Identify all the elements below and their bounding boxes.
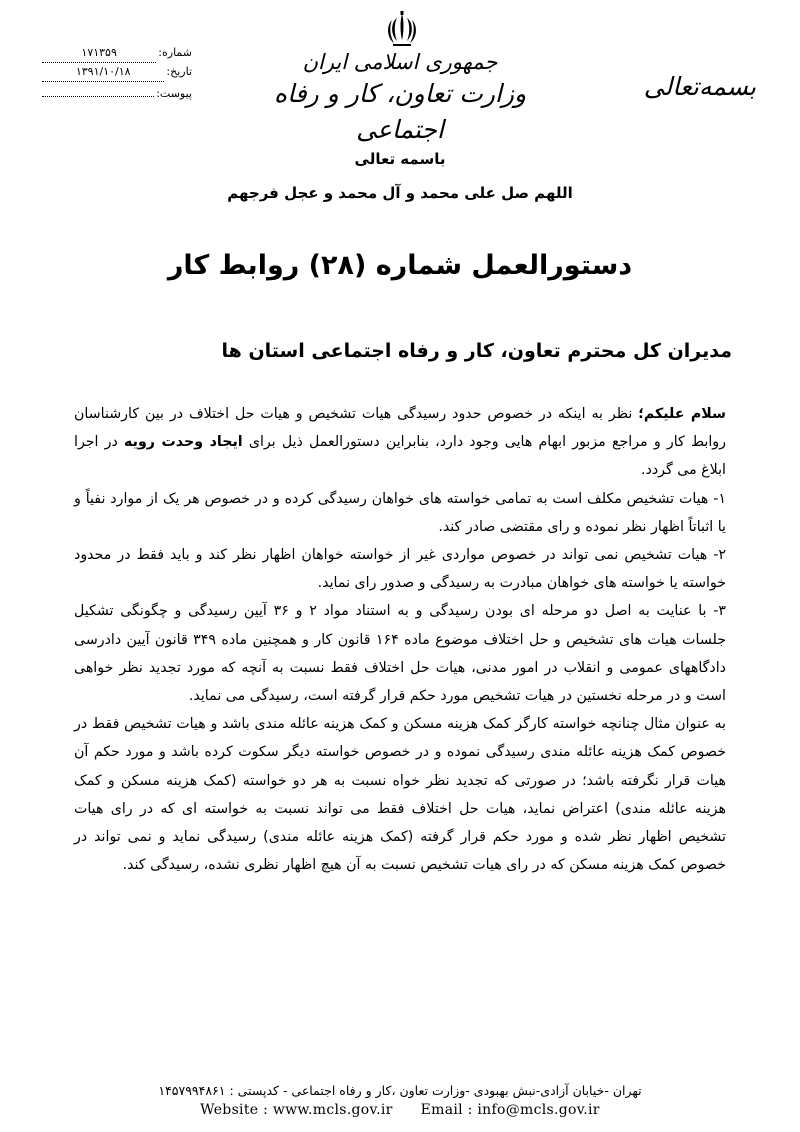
- greeting: سلام علیکم؛: [638, 406, 726, 422]
- meta-attachment-label: پیوست:: [156, 87, 192, 100]
- paragraph-intro-bold: ایجاد وحدت رویه: [124, 434, 243, 451]
- footer-email: Email : info@mcls.gov.ir: [420, 1102, 600, 1118]
- meta-number-value: ۱۷۱۳۵۹: [42, 44, 156, 63]
- meta-date-value: ۱۳۹۱/۱۰/۱۸: [42, 63, 164, 82]
- list-item-1: ۱- هیات تشخیص مکلف است به تمامی خواسته های خواهان رسیدگی کرده و در خصوص هر یک از موارد نفیاً و یا اثباتاً اظهار نظر نموده و رای مقتضی صادر کند.: [74, 490, 726, 535]
- page-title: دستورالعمل شماره (۲۸) روابط کار: [167, 250, 633, 281]
- list-item-3: ۳- با عنایت به اصل دو مرحله ای بودن رسیدگی و به استناد مواد ۲ و ۳۶ آیین رسیدگی و چگونگی تشکیل جلسات هیات های تشخیص و حل اختلاف موضوع ماده ۱۶۴ قانون کار و همچنین ماده ۳۴۹ قانون آیین دادرسی دادگاههای عمومی و انقلاب در امور مدنی، هیات حل اختلاف فقط نسبت به آنچه که مورد تجدید نظر خواهی است و در مرحله نخستین در هیات تشخیص مورد حکم قرار گرفته است، رسیدگی می نماید.: [74, 603, 726, 705]
- meta-attachment-value: [42, 82, 154, 97]
- footer-website: Website : www.mcls.gov.ir: [200, 1102, 393, 1118]
- meta-number-label: شماره:: [158, 46, 192, 59]
- letter-body: [74, 400, 726, 879]
- paragraph-intro: [74, 400, 726, 485]
- list-item-2: ۲- هیات تشخیص نمی تواند در خصوص مواردی غیر از خواسته خواهان اظهار نظر کند و باید فقط در محدود خواسته یا خواسته های خواهان مبادرت به رسیدگی و صدور رای نماید.: [74, 547, 726, 592]
- meta-date-label: تاریخ:: [166, 65, 192, 78]
- meta-number-row: [42, 44, 192, 63]
- bismillah-text: بسمه‌تعالی: [643, 72, 756, 101]
- iran-emblem-icon: [384, 10, 420, 50]
- letter-meta: [42, 44, 192, 103]
- ministry-header: [270, 48, 530, 148]
- addressee: مدیران کل محترم تعاون، کار و رفاه اجتماعی استان ها: [221, 340, 732, 362]
- paragraph-intro-end: در اجرا ابلاغ می گردد.: [74, 434, 726, 479]
- country-name: جمهوری اسلامی ایران: [302, 50, 498, 74]
- paragraph-intro-text: نظر به اینکه در خصوص حدود رسیدگی هیات تشخیص و هیات حل اختلاف در بین کارشناسان روابط کار و مراجع مزبور ابهام هایی وجود دارد، بنابراین دستورالعمل ذیل برای: [74, 406, 727, 451]
- footer-address: تهران -خیابان آزادی-نبش بهبودی -وزارت تعاون ،کار و رفاه اجتماعی - کدپستی : ۱۴۵۷۹۹۴۸۶۱: [158, 1083, 642, 1098]
- footer-contact: [0, 1102, 800, 1118]
- ministry-name: وزارت تعاون، کار و رفاه اجتماعی: [273, 79, 527, 144]
- intro-line-1: باسمه تعالی: [354, 150, 446, 168]
- intro-line-2: اللهم صل علی محمد و آل محمد و عجل فرجهم: [227, 184, 573, 202]
- example-paragraph: به عنوان مثال چنانچه خواسته کارگر کمک هزینه مسکن و کمک هزینه عائله مندی باشد و هیات تشخیص فقط در خصوص کمک هزینه عائله مندی رسیدگی نموده و در خصوص خواسته دیگر سکوت کرده باشد و مورد حکم آن هیات قرار نگرفته باشد؛ در صورتی که تجدید نظر خواه نسبت به هر دو خواسته (کمک هزینه مسکن و کمک هزینه عائله مندی) اعتراض نماید، هیات حل اختلاف فقط می تواند نسبت به خواسته ای که در رای هیات تشخیص اظهار نظر شده و مورد حکم قرار گرفته (کمک هزینه عائله مندی) رسیدگی نماید و نمی تواند در خصوص کمک هزینه مسکن که در رای هیات تشخیص نسبت به آن هیچ اظهار نظری نشده، رسیدگی کند.: [74, 716, 726, 874]
- meta-date-row: [42, 63, 192, 82]
- meta-attachment-row: [42, 82, 192, 103]
